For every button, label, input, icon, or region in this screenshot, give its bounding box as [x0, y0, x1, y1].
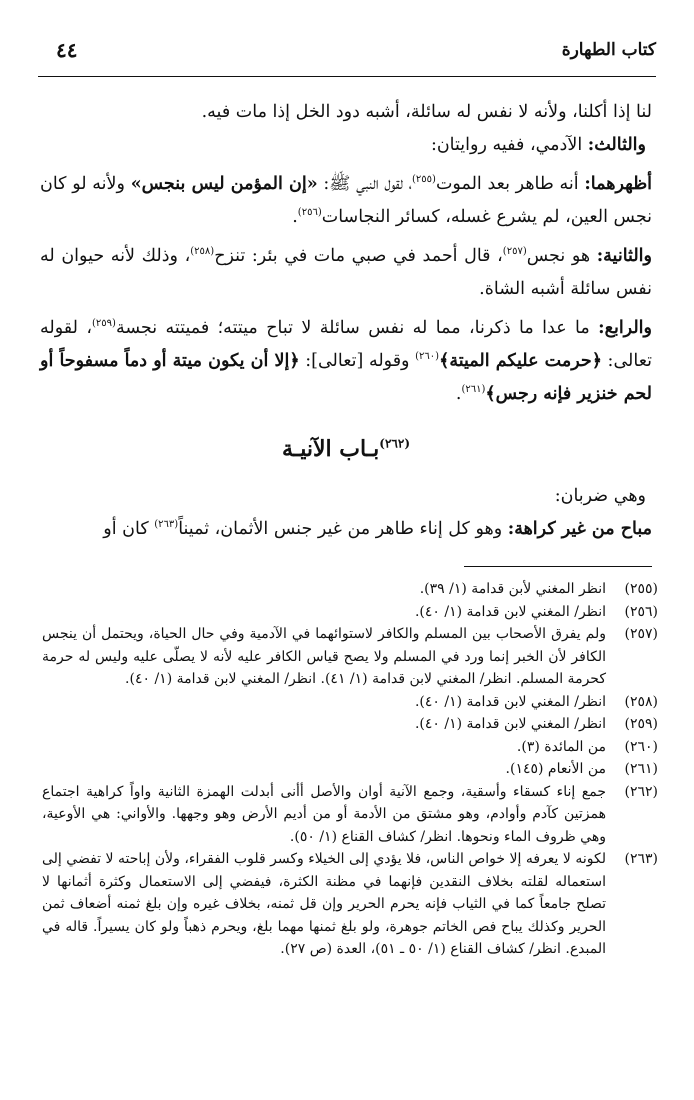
paragraph-text: ما عدا ما ذكرنا، مما له نفس سائلة لا تباح ميتته؛ فميتته نجسة	[115, 318, 599, 338]
paragraph	[40, 312, 652, 411]
paragraph-lead: والثانية:	[596, 246, 652, 266]
footnote-number: (٢٥٩)	[624, 716, 658, 732]
footnote	[42, 601, 658, 624]
paragraph-lead: مباح من غير كراهة:	[507, 519, 652, 539]
quran-quote: ﴿إلا أن يكون ميتة أو دماً مسفوحاً أو لحم خنزير فإنه رجس﴾	[40, 351, 652, 404]
footnote-ref[interactable]: (٢٦٣)	[154, 519, 179, 531]
footnote-text: من المائدة (٣).	[516, 738, 606, 755]
paragraph-text: ، لقوله تعالى:	[40, 318, 653, 371]
footnote-ref[interactable]: (٢٦٢)	[379, 436, 411, 451]
footnote-number: (٢٥٥)	[624, 581, 658, 597]
footnote-ref[interactable]: (٢٦١)	[461, 384, 486, 396]
footnote-ref[interactable]: (٢٥٧)	[502, 246, 527, 258]
paragraph-lead: أظهرهما:	[584, 174, 652, 194]
paragraph-lead: والرابع:	[598, 318, 652, 338]
page-number: ٤٤	[56, 38, 78, 62]
paragraph	[40, 96, 652, 129]
footnote	[42, 713, 658, 736]
paragraph-text: ولأنه لو كان نجس العين، لم يشرع غسله، كسائر النجاسات	[40, 174, 652, 227]
footnotes	[42, 578, 658, 961]
paragraph-text: هو نجس	[526, 246, 597, 266]
main-text	[40, 96, 652, 546]
footnote-text: لكونه لا يعرفه إلا خواص الناس، فلا يؤدي إلى الخيلاء وكسر قلوب الفقراء، ولأن إباحته لا تفضي إلى استعماله لقلته بخلاف النقدين فإنهما في مظنة الكثرة، فيفضي إلى الاستعمال وكثرة أثمانها لا تصلح جامعاً كما في الثياب فإنه يحرم الحرير وإن قل ثمنه، بخلاف غيره وإن بلغ ثمنه أضعاف ثمن الحرير وكذلك يباح فص الخاتم جوهرة، ولو بلغ ثمنها مهما بلغ، ويحرم ذهباً ولو كان يسيراً. قاله في المبدع. انظر/ كشاف القناع (١/ ٥٠ ـ ٥١)، العدة (ص ٢٧).	[42, 851, 606, 957]
paragraph	[40, 513, 652, 546]
footnote	[42, 691, 658, 714]
footnote-ref[interactable]: (٢٥٦)	[297, 207, 322, 219]
footnote-text: انظر/ المغني لابن قدامة (١/ ٤٠).	[414, 603, 606, 620]
paragraph	[40, 480, 652, 513]
footnote-ref[interactable]: (٢٥٨)	[190, 246, 215, 258]
quran-quote: ﴿حرمت عليكم الميتة﴾	[439, 351, 602, 371]
paragraph	[40, 168, 652, 234]
paragraph-text: وهي ضربان:	[554, 486, 646, 506]
footnote	[42, 781, 658, 849]
paragraph	[40, 240, 652, 306]
footnote-text: انظر/ المغني لابن قدامة (١/ ٤٠).	[414, 693, 606, 710]
footnote-number: (٢٦١)	[624, 761, 658, 777]
footnote-text: جمع إناء كسقاء وأسقية، وجمع الآنية أوان والأصل أأنى أبدلت الهمزة الثانية واواً كراهية اجتماع همزتين كآدم وأوادم، وهو مشتق من الأدمة أو من أديم الأرض وهو وجهها. والأواني: هي الأوعية، وهي ظروف الماء ونحوها. انظر/ كشاف القناع (١/ ٥٠).	[42, 783, 606, 845]
footnote	[42, 623, 658, 691]
footnote-number: (٢٦٣)	[624, 851, 658, 867]
footnote-text: من الأنعام (١٤٥).	[505, 761, 606, 777]
footnote-text: انظر المغني لأبن قدامة (١/ ٣٩).	[419, 581, 606, 597]
paragraph-text: الآدمي، ففيه روايتان:	[430, 135, 583, 155]
page-header	[38, 40, 656, 68]
paragraph-text: .	[292, 207, 298, 227]
footnote-number: (٢٦٢)	[624, 783, 658, 800]
paragraph-text: وقوله [تعالى]:	[299, 351, 416, 371]
footnote-number: (٢٥٧)	[624, 626, 658, 642]
section-heading	[40, 433, 652, 466]
footnote-ref[interactable]: (٢٥٥)	[412, 174, 436, 186]
footnote-number: (٢٥٨)	[624, 693, 658, 710]
footnote-number: (٢٦٠)	[624, 738, 658, 755]
footnote-ref[interactable]: (٢٥٩)	[92, 318, 116, 330]
header-rule	[38, 76, 656, 77]
paragraph-text: ، لقول النبي ﷺ:	[317, 174, 412, 194]
hadith-quote: «إن المؤمن ليس بنجس»	[130, 174, 318, 194]
paragraph-text: أنه طاهر بعد الموت	[435, 174, 579, 194]
paragraph	[40, 129, 652, 162]
running-title: كتاب الطهارة	[561, 40, 656, 60]
paragraph-text: ، قال أحمد في صبي مات في بئر: تنزح	[214, 246, 503, 266]
paragraph-text: .	[455, 384, 462, 404]
paragraph-text: ، وذلك لأنه حيوان له نفس سائلة أشبه الشاة.	[40, 246, 652, 299]
footnote-ref[interactable]: (٢٦٠)	[415, 351, 440, 363]
footnote	[42, 758, 658, 781]
paragraph-lead: والثالث:	[587, 135, 646, 155]
section-title: بـاب الآنيـة	[281, 436, 380, 462]
footnote	[42, 848, 658, 961]
footnote-text: انظر/ المغني لابن قدامة (١/ ٤٠).	[414, 716, 606, 732]
footnote	[42, 736, 658, 759]
paragraph-text: كان أو	[103, 519, 155, 539]
footnote-number: (٢٥٦)	[624, 603, 658, 620]
paragraph-text: وهو كل إناء طاهر من غير جنس الأثمان، ثميناً	[178, 519, 508, 539]
paragraph-text: لنا إذا أكلنا، ولأنه لا نفس له سائلة، أشبه دود الخل إذا مات فيه.	[201, 102, 652, 122]
footnote	[42, 578, 658, 601]
footnote-separator	[464, 566, 652, 567]
footnote-text: ولم يفرق الأصحاب بين المسلم والكافر لاستوائهما في الآدمية وفي حال الحياة، ويحتمل أن ينجس الكافر لأن الخبر إنما ورد في المسلم ولا يصح قياس الكافر عليه لأنه لا يصلّى عليه وليس له حرمة كحرمة المسلم. انظر/ المغني لابن قدامة (١/ ٤١). انظر/ المغني لابن قدامة (١/ ٤٠).	[42, 626, 606, 687]
